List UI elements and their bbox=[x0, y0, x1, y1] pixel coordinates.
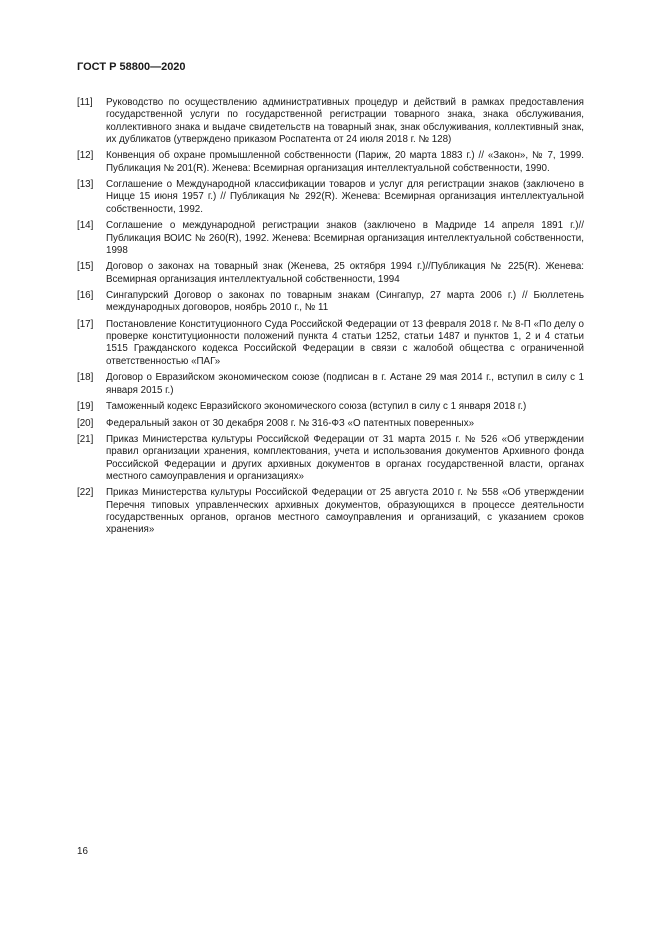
reference-item bbox=[77, 97, 584, 146]
reference-number: [11] bbox=[77, 97, 93, 108]
reference-text: Приказ Министерства культуры Российской Федерации от 25 августа 2010 г. № 558 «Об утверждении Перечня типовых управленческих архивных документов, образующихся в процессе деятельности государственных органов, органов местного самоуправления и организаций, с указанием сроков хранения» bbox=[106, 487, 584, 536]
reference-number: [20] bbox=[77, 417, 94, 429]
reference-number: [19] bbox=[77, 401, 94, 413]
reference-list bbox=[77, 97, 584, 541]
reference-number: [22] bbox=[77, 487, 94, 499]
reference-number: [13] bbox=[77, 179, 94, 191]
reference-text: Постановление Конституционного Суда Российской Федерации от 13 февраля 2018 г. № 8-П «По делу о проверке конституционности положений пункта 4 статьи 1252, статьи 1487 и пунктов 1, 2 и 4 статьи 1515 Гражданского кодекса Российской Федерации в связи с жалобой общества с ограниченной ответственностью «ПАГ» bbox=[106, 318, 584, 367]
reference-number: [14] bbox=[77, 220, 94, 232]
reference-text: Договор о законах на товарный знак (Женева, 25 октября 1994 г.)//Публикация № 225(R). Женева: Всемирная организация интеллектуальной собственности, 1994 bbox=[106, 261, 584, 285]
reference-item bbox=[77, 150, 584, 175]
reference-text: Соглашение о Международной классификации товаров и услуг для регистрации знаков (заключено в Ницце 15 июня 1957 г.) // Публикация № 292(R). Женева: Всемирная организация интеллектуальной собственности, 1992. bbox=[106, 179, 584, 215]
document-header: ГОСТ Р 58800—2020 bbox=[77, 61, 186, 73]
reference-number: [16] bbox=[77, 290, 94, 302]
reference-item bbox=[77, 290, 584, 315]
reference-item bbox=[77, 434, 584, 483]
reference-number: [21] bbox=[77, 434, 94, 445]
reference-text: Приказ Министерства культуры Российской Федерации от 31 марта 2015 г. № 526 «Об утверждении правил организации хранения, комплектования, учета и использования документов Архивного фонда Российской Федерации и других архивных документов в органах государственной власти, органах местного самоуправления и организациях» bbox=[106, 434, 584, 482]
reference-number: [17] bbox=[77, 318, 94, 330]
reference-item bbox=[77, 372, 584, 397]
reference-text: Руководство по осуществлению административных процедур и действий в рамках предоставления государственной услуги по государственной регистрации товарного знака, знака обслуживания, коллективного знака и выдаче свидетельств на товарный знак, знак обслуживания, коллективный знак, их дубликатов (утверждено приказом Роспатента от 24 июля 2018 г. № 128) bbox=[106, 97, 584, 145]
reference-item bbox=[77, 418, 584, 430]
page-number: 16 bbox=[77, 846, 88, 857]
reference-text: Сингапурский Договор о законах по товарным знакам (Сингапур, 27 марта 2006 г.) // Бюллетень международных договоров, ноябрь 2010 г., № 11 bbox=[106, 290, 584, 314]
reference-item bbox=[77, 319, 584, 368]
reference-item bbox=[77, 261, 584, 286]
reference-number: [15] bbox=[77, 261, 94, 273]
reference-text: Договор о Евразийском экономическом союзе (подписан в г. Астане 29 мая 2014 г., вступил в силу с 1 января 2015 г.) bbox=[106, 372, 584, 396]
reference-text: Федеральный закон от 30 декабря 2008 г. № 316-ФЗ «О патентных поверенных» bbox=[106, 417, 475, 429]
reference-item bbox=[77, 179, 584, 216]
reference-number: [18] bbox=[77, 372, 94, 384]
reference-number: [12] bbox=[77, 150, 94, 162]
reference-text: Конвенция об охране промышленной собственности (Париж, 20 марта 1883 г.) // «Закон», № 7, 1999. Публикация № 201(R). Женева: Всемирная организация интеллектуальной собственности, 1990. bbox=[106, 150, 584, 174]
reference-item bbox=[77, 401, 584, 413]
reference-text: Соглашение о международной регистрации знаков (заключено в Мадриде 14 апреля 1891 г.)//Публикация ВОИС № 260(R), 1992. Женева: Всемирная организация интеллектуальной собственности, 1998 bbox=[106, 220, 584, 256]
reference-item bbox=[77, 487, 584, 536]
reference-item bbox=[77, 220, 584, 257]
reference-text: Таможенный кодекс Евразийского экономического союза (вступил в силу с 1 января 2018 г.) bbox=[106, 401, 527, 413]
